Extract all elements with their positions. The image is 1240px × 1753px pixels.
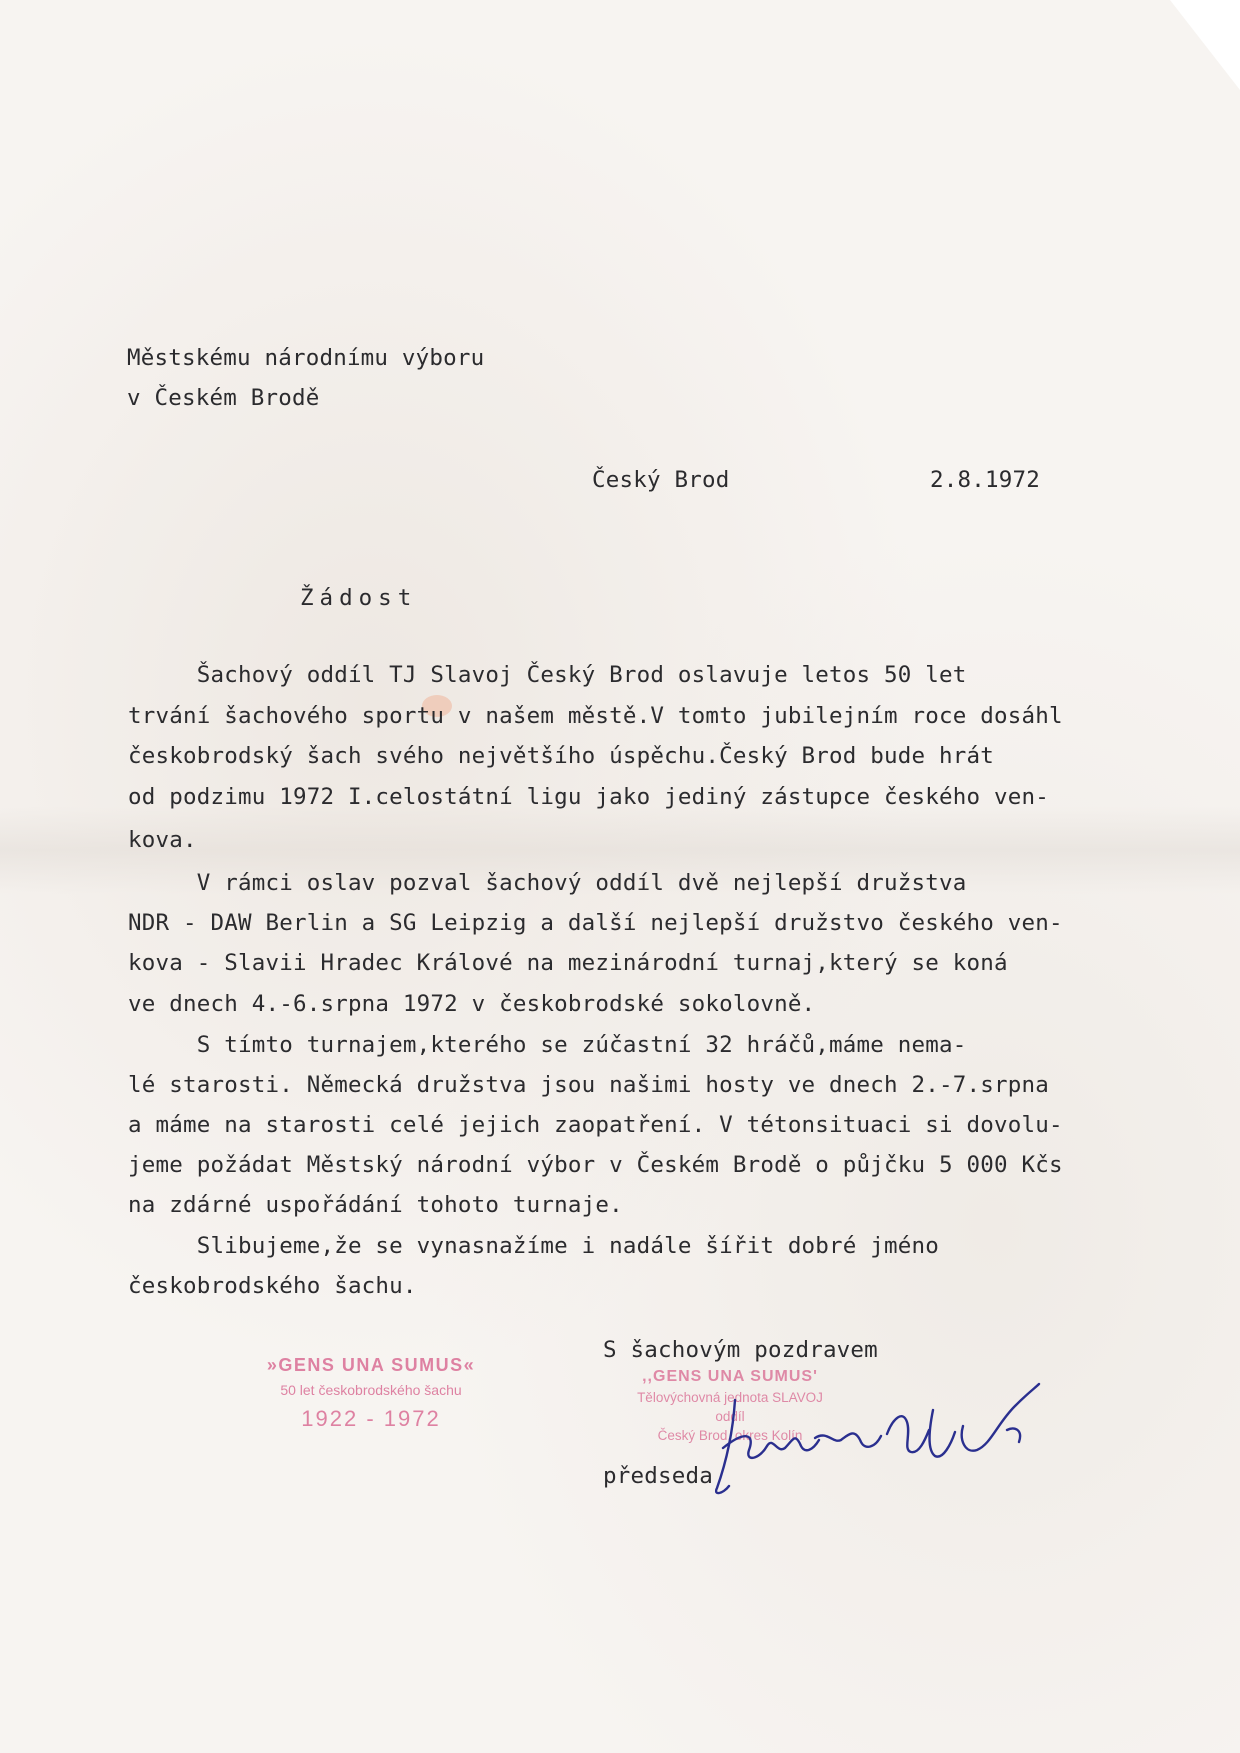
body-line: lé starosti. Německá družstva jsou našimi hosty ve dnech 2.-7.srpna [128, 1072, 1049, 1098]
body-line: V rámci oslav pozval šachový oddíl dvě nejlepší družstva [128, 870, 967, 896]
body-line: a máme na starosti celé jejich zaopatření. V tétonsituaci si dovolu- [128, 1112, 1063, 1138]
club-stamp-section: oddíl [715, 1409, 745, 1424]
torn-corner [1170, 0, 1240, 90]
stamp-subtitle: 50 let českobrodského šachu [280, 1382, 462, 1398]
body-line: ve dnech 4.-6.srpna 1972 v českobrodské sokolovně. [128, 991, 816, 1017]
body-line: kova - Slavii Hradec Králové na mezinárodní turnaj,který se koná [128, 950, 1008, 976]
body-line: trvání šachového sportu v našem městě.V tomto jubilejním roce dosáhl [128, 703, 1063, 729]
club-stamp-location: Český Brod, okres Kolín [657, 1428, 803, 1443]
body-line: S tímto turnajem,kterého se zúčastní 32 hráčů,máme nema- [128, 1032, 967, 1058]
body-line: Šachový oddíl TJ Slavoj Český Brod oslavuje letos 50 let [128, 662, 967, 688]
club-stamp-org: Tělovýchovná jednota SLAVOJ [637, 1390, 823, 1405]
closing-greeting: S šachovým pozdravem [603, 1337, 878, 1363]
body-line: kova. [128, 827, 197, 853]
anniversary-stamp [236, 1355, 506, 1432]
body-line: jeme požádat Městský národní výbor v Českém Brodě o půjčku 5 000 Kčs [128, 1152, 1063, 1178]
handwritten-signature [715, 1370, 1045, 1500]
signatory-role: předseda [603, 1463, 713, 1489]
body-line: od podzimu 1972 I.celostátní ligu jako jediný zástupce českého ven- [128, 784, 1049, 810]
club-stamp-motto: ,,GENS UNA SUMUS' [642, 1368, 818, 1385]
addressee-line-1: Městskému národnímu výboru [127, 345, 485, 371]
stamp-years: 1922 - 1972 [301, 1406, 441, 1431]
body-line: českobrodský šach svého největšího úspěchu.Český Brod bude hrát [128, 743, 995, 769]
letter-place: Český Brod [592, 467, 730, 493]
addressee-line-2: v Českém Brodě [127, 385, 320, 411]
body-line: českobrodského šachu. [128, 1273, 417, 1299]
stamp-motto: »GENS UNA SUMUS« [266, 1355, 476, 1375]
body-line: na zdárné uspořádání tohoto turnaje. [128, 1192, 623, 1218]
body-line: Slibujeme,že se vynasnažíme i nadále šířit dobré jméno [128, 1233, 940, 1259]
body-line: NDR - DAW Berlin a SG Leipzig a další nejlepší družstvo českého ven- [128, 910, 1063, 936]
letter-date: 2.8.1972 [930, 467, 1040, 493]
letter-title: Žádost [300, 585, 418, 611]
